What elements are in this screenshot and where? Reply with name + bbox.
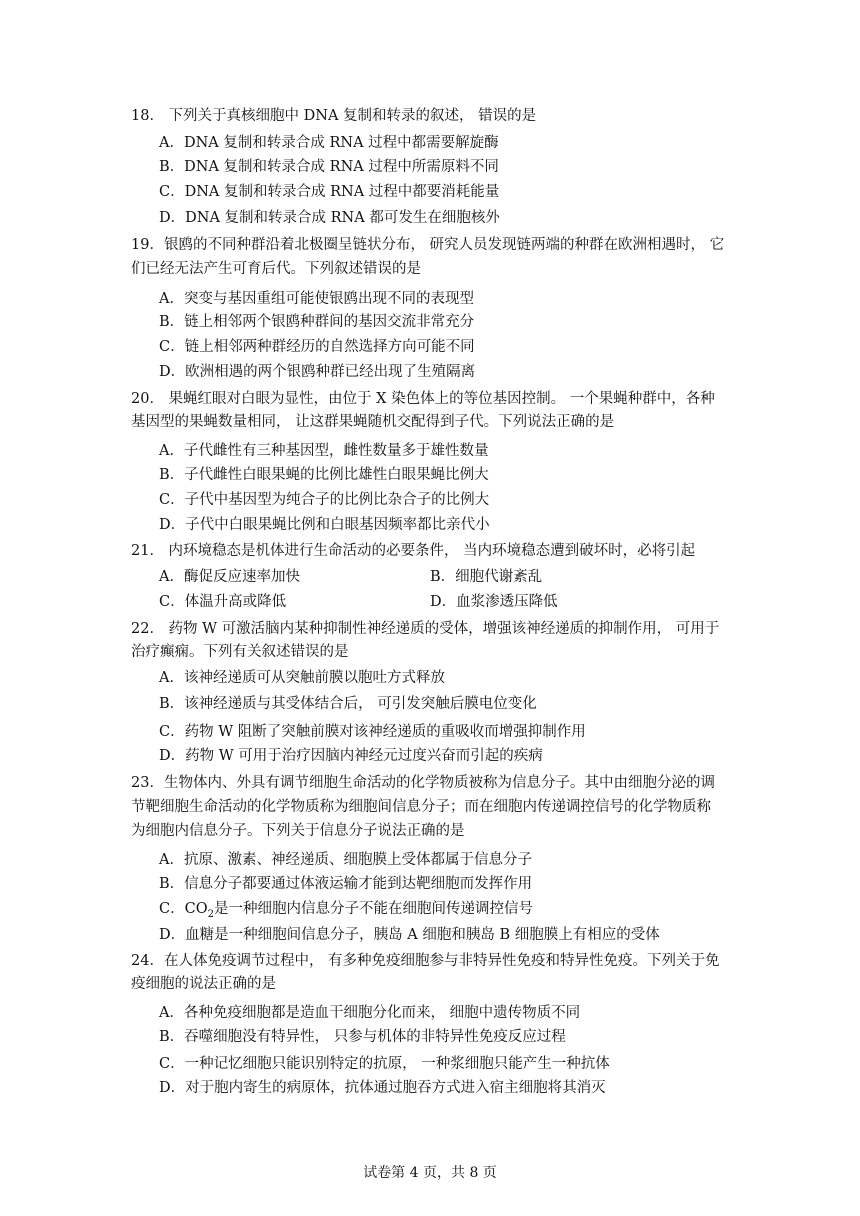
- q20-option-d: D．子代中白眼果蝇比例和白眼基因频率都比亲代小: [159, 517, 490, 533]
- q20-option-a: A．子代雌性有三种基因型，雌性数量多于雄性数量: [159, 443, 489, 459]
- q20-option-b: B．子代雌性白眼果蝇的比例比雄性白眼果蝇比例大: [159, 467, 489, 483]
- q19-option-b: B．链上相邻两个银鸥种群间的基因交流非常充分: [159, 314, 475, 330]
- q21-option-c: C．体温升高或降低: [159, 594, 287, 610]
- q23-stem-line-2: 节靶细胞生命活动的化学物质称为细胞间信息分子；而在细胞内传递调控信号的化学物质称: [131, 799, 711, 815]
- q23-option-d: D．血糖是一种细胞间信息分子，胰岛 A 细胞和胰岛 B 细胞膜上有相应的受体: [159, 927, 660, 943]
- q19-option-c: C．链上相邻两种群经历的自然选择方向可能不同: [159, 339, 475, 355]
- q18-option-a: A．DNA 复制和转录合成 RNA 过程中都需要解旋酶: [159, 135, 499, 151]
- q22-option-d: D．药物 W 可用于治疗因脑内神经元过度兴奋而引起的疾病: [159, 748, 543, 764]
- q19-option-d: D．欧洲相遇的两个银鸥种群已经出现了生殖隔离: [159, 364, 476, 380]
- q19-stem-line-2: 们已经无法产生可育后代。下列叙述错误的是: [131, 261, 421, 277]
- q22-option-a: A．该神经递质可从突触前膜以胞吐方式释放: [159, 670, 445, 686]
- q22-option-c: C．药物 W 阻断了突触前膜对该神经递质的重吸收而增强抑制作用: [159, 724, 586, 740]
- q24-option-c: C．一种记忆细胞只能识别特定的抗原， 一种浆细胞只能产生一种抗体: [159, 1056, 610, 1072]
- q19-stem-line-1: 19．银鸥的不同种群沿着北极圈呈链状分布， 研究人员发现链两端的种群在欧洲相遇时， 它: [131, 237, 725, 253]
- q22-option-b: B．该神经递质与其受体结合后， 可引发突触后膜电位变化: [159, 696, 537, 712]
- q20-stem-line-1: 20． 果蝇红眼对白眼为显性，由位于 X 染色体上的等位基因控制。 一个果蝇种群中，各种: [131, 391, 715, 407]
- q23-option-c: C．$CO_2$是一种细胞内信息分子不能在细胞间传递调控信号: [159, 901, 533, 920]
- q18-option-c: C．DNA 复制和转录合成 RNA 过程中都要消耗能量: [159, 184, 500, 200]
- q22-stem-line-1: 22． 药物 W 可激活脑内某种抑制性神经递质的受体，增强该神经递质的抑制作用， 可用于: [131, 621, 720, 637]
- q23-option-b: B．信息分子都要通过体液运输才能到达靶细胞而发挥作用: [159, 876, 533, 892]
- page-footer: 试卷第 4 页，共 8 页: [363, 1165, 497, 1181]
- q22-stem-line-2: 治疗癫痫。下列有关叙述错误的是: [131, 644, 349, 660]
- q24-stem-line-2: 疫细胞的说法正确的是: [131, 976, 276, 992]
- q18-stem: 18． 下列关于真核细胞中 DNA 复制和转录的叙述， 错误的是: [131, 108, 537, 124]
- q24-stem-line-1: 24．在人体免疫调节过程中， 有多种免疫细胞参与非特异性免疫和特异性免疫。下列关于免: [131, 953, 720, 969]
- q18-option-d: D．DNA 复制和转录合成 RNA 都可发生在细胞核外: [159, 210, 500, 226]
- q21-option-d: D．血浆渗透压降低: [430, 594, 558, 610]
- q20-option-c: C．子代中基因型为纯合子的比例比杂合子的比例大: [159, 492, 490, 508]
- q21-option-b: B．细胞代谢紊乱: [430, 569, 543, 585]
- q23-stem-line-1: 23．生物体内、外具有调节细胞生命活动的化学物质被称为信息分子。其中由细胞分泌的调: [131, 775, 715, 791]
- q23-stem-line-3: 为细胞内信息分子。下列关于信息分子说法正确的是: [131, 823, 465, 839]
- q21-stem: 21． 内环境稳态是机体进行生命活动的必要条件， 当内环境稳态遭到破坏时，必将引起: [131, 543, 696, 559]
- q21-option-a: A．酶促反应速率加快: [159, 569, 300, 585]
- q24-option-a: A．各种免疫细胞都是造血干细胞分化而来， 细胞中遗传物质不同: [159, 1005, 581, 1021]
- q24-option-b: B．吞噬细胞没有特异性， 只参与机体的非特异性免疫反应过程: [159, 1029, 566, 1045]
- q23-option-a: A．抗原、激素、神经递质、细胞膜上受体都属于信息分子: [159, 852, 532, 868]
- q19-option-a: A．突变与基因重组可能使银鸥出现不同的表现型: [159, 291, 474, 307]
- q18-option-b: B．DNA 复制和转录合成 RNA 过程中所需原料不同: [159, 159, 499, 175]
- q20-stem-line-2: 基因型的果蝇数量相同， 让这群果蝇随机交配得到子代。下列说法正确的是: [131, 414, 615, 430]
- q24-option-d: D．对于胞内寄生的病原体，抗体通过胞吞方式进入宿主细胞将其消灭: [159, 1080, 606, 1096]
